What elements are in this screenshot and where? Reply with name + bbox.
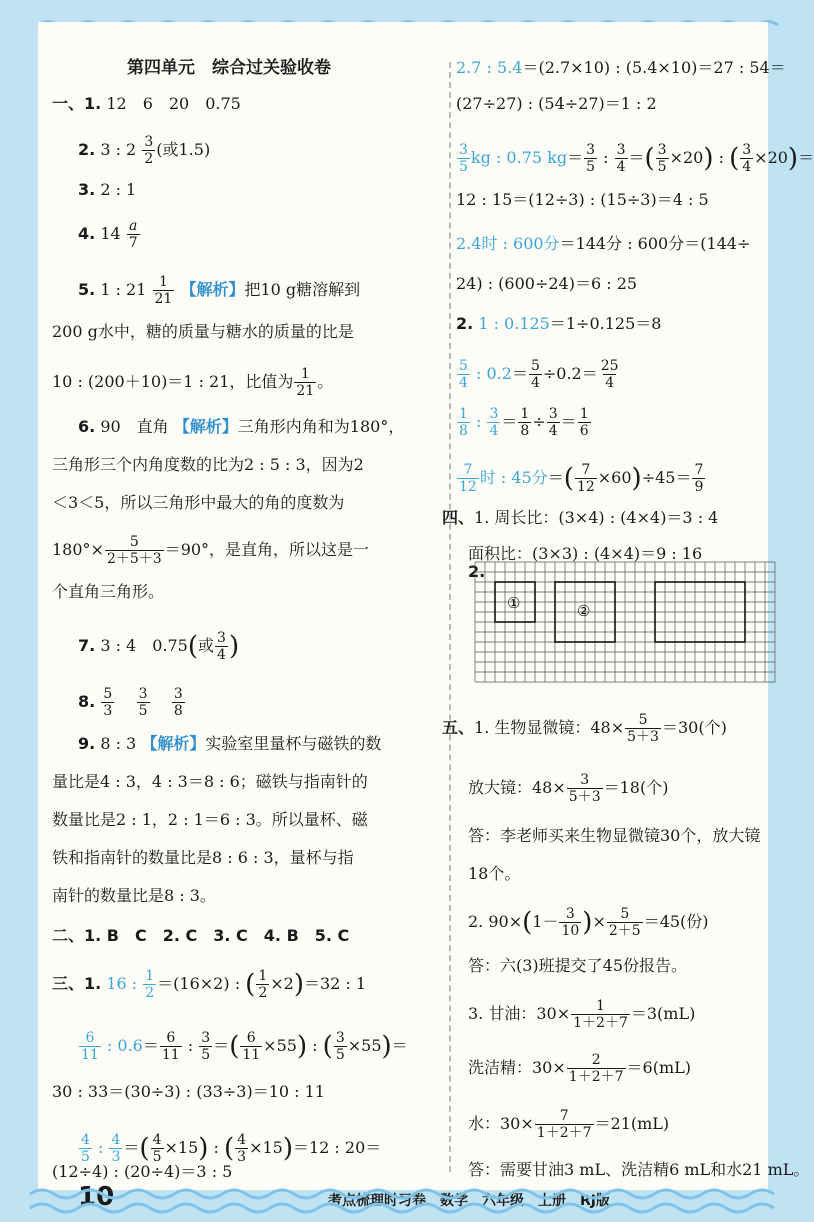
decorative-wave-bottom xyxy=(30,1184,780,1222)
page-number: 10 xyxy=(78,1182,115,1212)
s1-q6-line4: 180°× $\frac{5}{2+5+3}$ ＝90°，是直角，所以这是一 xyxy=(52,534,370,567)
s1-q3: 3. 2 : 1 xyxy=(78,180,137,199)
s1-q5-line2: 200 g水中，糖的质量与糖水的质量的比是 xyxy=(52,322,354,341)
s1-q2: 2. 3 : 2 $\frac{3}{2}$ (或1.5) xyxy=(78,134,211,167)
rect-1-label: ① xyxy=(507,594,521,612)
s5-q1b: 放大镜：48× $\frac{3}{5+3}$ ＝18(个) xyxy=(468,772,669,805)
fraction: $\frac{3}{2}$ xyxy=(144,134,154,167)
r-line5: 2.4时 : 600分＝144分 : 600分＝(144÷ xyxy=(456,234,751,253)
s1-q4: 4. 14 $\frac{a}{7}$ xyxy=(78,218,138,251)
section2-answers: 二、1. B C 2. C 3. C 4. B 5. C xyxy=(52,926,350,945)
analysis-tag: 【解析】 xyxy=(180,280,245,299)
s1-q6-line3: ＜3＜5，所以三角形中最大的角的度数为 xyxy=(52,493,345,512)
s4-area: 面积比：(3×3) : (4×4)＝9 : 16 xyxy=(468,544,703,563)
s3-q1-line4: $\frac{4}{5}$ : $\frac{4}{3}$ ＝( $\frac{4}{5}$ ×15) : ( $\frac{4}{3}$ ×15)＝12 : 20＝ xyxy=(81,1132,382,1165)
r-line8: $\frac{5}{4}$ : 0.2＝ $\frac{5}{4}$ ÷0.2＝ $\frac{25}{4}$ xyxy=(459,358,619,391)
r-line4: 12 : 15＝(12÷3) : (15÷3)＝4 : 5 xyxy=(456,190,709,209)
column-divider xyxy=(449,62,451,1172)
s4-q2-num: 2. xyxy=(468,562,486,581)
footer-book-info: 考点梳理时习卷 数学 六年级 上册 RJ版 xyxy=(328,1193,610,1209)
s3-q1-line3: 30 : 33＝(30÷3) : (33÷3)＝10 : 11 xyxy=(52,1082,325,1101)
s5-ans1a: 答：李老师买来生物显微镜30个，放大镜 xyxy=(468,826,761,845)
rect-2-label: ② xyxy=(577,602,591,620)
r-line1: 2.7 : 5.4＝(2.7×10) : (5.4×10)＝27 : 54＝ xyxy=(456,58,786,77)
r-line9: $\frac{1}{8}$ : $\frac{3}{4}$ ＝ $\frac{1}{8}$ ÷ $\frac{3}{4}$ ＝ $\frac{1}{6}$ xyxy=(459,406,589,439)
s3-q1-line5: (12÷4) : (20÷4)＝3 : 5 xyxy=(52,1162,233,1181)
r-line6: 24) : (600÷24)＝6 : 25 xyxy=(456,274,638,293)
s5-q3a: 3. 甘油：30× $\frac{1}{1+2+7}$ ＝3(mL) xyxy=(468,998,696,1031)
s5-q2: 2. 90×(1－ $\frac{3}{10}$ )× $\frac{5}{2+5}$ ＝45(份) xyxy=(468,906,709,939)
s5-ans1b: 18个。 xyxy=(468,864,521,883)
s1-q6-line5: 个直角三角形。 xyxy=(52,582,165,601)
page-title: 第四单元 综合过关验收卷 xyxy=(127,58,331,78)
s1-q6-line2: 三角形三个内角度数的比为2 : 5 : 3，因为2 xyxy=(52,455,364,474)
s1-q8: 8. $\frac{5}{3}$ $\frac{3}{5}$ $\frac{3}{8}$ xyxy=(78,686,183,719)
s1-q7: 7. 3 : 4 0.75(或 $\frac{3}{4}$ ) xyxy=(78,630,240,663)
r-line10: $\frac{7}{12}$ 时 : 45分＝( $\frac{7}{12}$ ×60)÷45＝ $\frac{7}{9}$ xyxy=(459,462,704,495)
r-line3: $\frac{3}{5}$ kg : 0.75 kg＝ $\frac{3}{5}$ : $\frac{3}{4}$ ＝( $\frac{3}{5}$ ×20) : ( $\frac{3}{4}$ ×20)＝ xyxy=(459,142,814,175)
fraction: $\frac{a}{7}$ xyxy=(128,218,138,251)
r-line2: (27÷27) : (54÷27)＝1 : 2 xyxy=(456,94,657,113)
s1-q9: 9. 8 : 3 【解析】实验室里量杯与磁铁的数 xyxy=(78,734,382,753)
s5-ans3: 答：需要甘油3 mL、洗洁精6 mL和水21 mL。 xyxy=(468,1160,810,1179)
s1-q5: 5. 1 : 21 $\frac{1}{21}$ 【解析】把10 g糖溶解到 xyxy=(78,274,361,307)
s4-q1: 四、1. 周长比：(3×4) : (4×4)＝3 : 4 xyxy=(442,508,719,527)
s1-q9-line2: 量比是4 : 3，4 : 3＝8 : 6；磁铁与指南针的 xyxy=(52,772,368,791)
r-line7: 2. 1 : 0.125＝1÷0.125＝8 xyxy=(456,314,662,333)
s1-q9-line4: 铁和指南针的数量比是8 : 6 : 3，量杯与指 xyxy=(52,848,354,867)
s1-q9-line3: 数量比是2 : 1，2 : 1＝6 : 3。所以量杯、磁 xyxy=(52,810,368,829)
s1-q1: 一、1. 12 6 20 0.75 xyxy=(52,94,241,113)
s1-q9-line5: 南针的数量比是8 : 3。 xyxy=(52,886,216,905)
s3-q1-line2: $\frac{6}{11}$ : 0.6＝ $\frac{6}{11}$ : $\frac{3}{5}$ ＝( $\frac{6}{11}$ ×55) : ( $\frac{3}{5}$ ×55)＝ xyxy=(81,1030,408,1063)
grid-figure xyxy=(475,562,775,682)
s5-q3c: 水：30× $\frac{7}{1+2+7}$ ＝21(mL) xyxy=(468,1108,670,1141)
s5-ans2: 答：六(3)班提交了45份报告。 xyxy=(468,956,688,975)
s5-q3b: 洗洁精：30× $\frac{2}{1+2+7}$ ＝6(mL) xyxy=(468,1052,691,1085)
answer-page xyxy=(38,22,814,1212)
s5-q1: 五、1. 生物显微镜：48× $\frac{5}{5+3}$ ＝30(个) xyxy=(442,712,727,745)
s3-q1-line1: 三、1. 16 : $\frac{1}{2}$ ＝(16×2) : ( $\frac{1}{2}$ ×2)＝32 : 1 xyxy=(52,968,367,1001)
s1-q6: 6. 90 直角 【解析】三角形内角和为180°， xyxy=(78,417,405,436)
s1-q5-line3: 10 : (200＋10)＝1 : 21，比值为 $\frac{1}{21}$ 。 xyxy=(52,366,334,399)
